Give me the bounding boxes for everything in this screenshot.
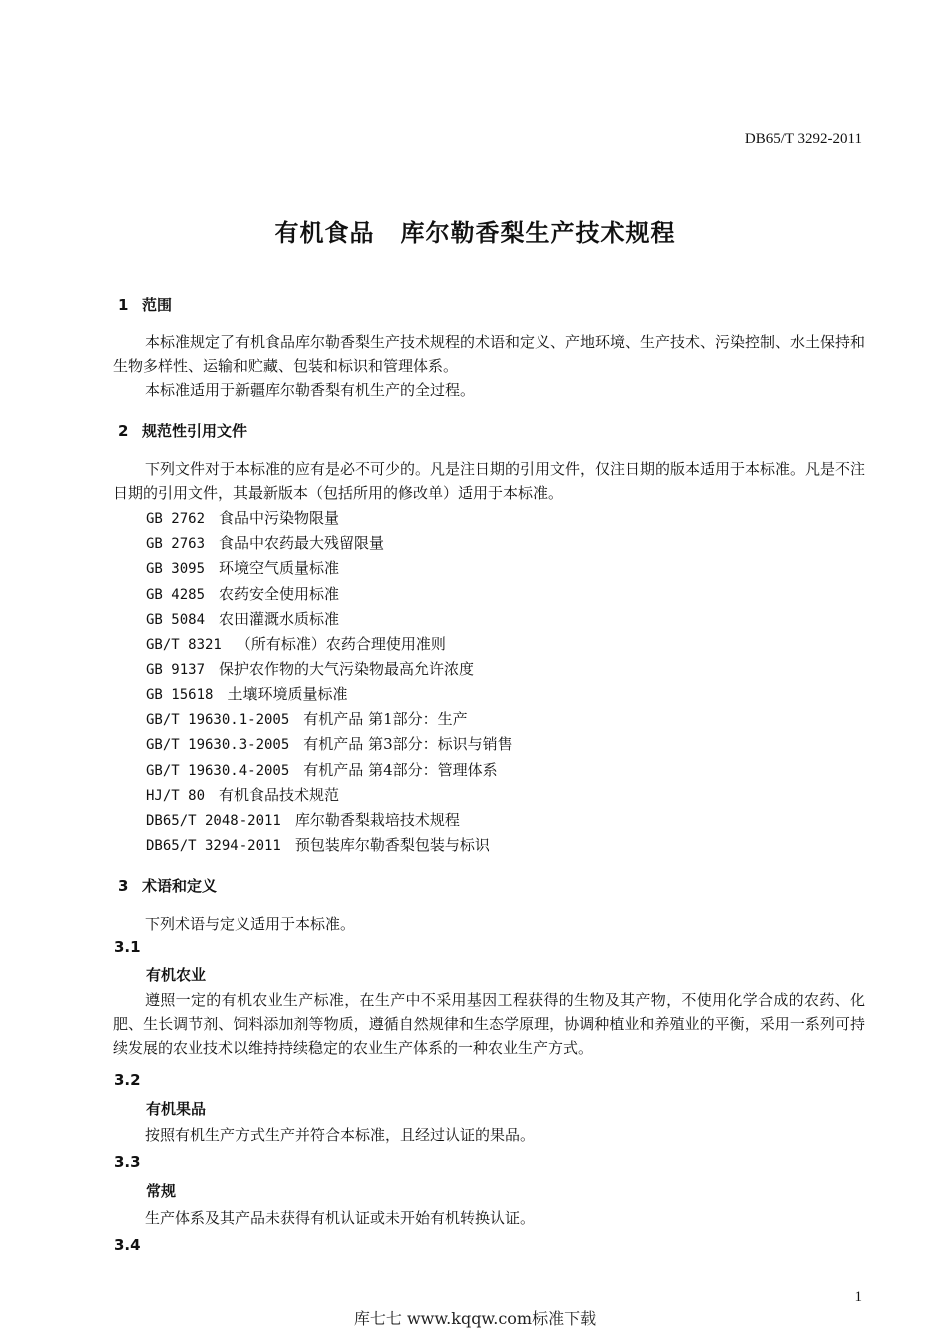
reference-code: GB 2762 — [146, 511, 206, 527]
reference-name: 有机食品技术规范 — [219, 786, 340, 804]
reference-code: GB 15618 — [146, 687, 214, 703]
reference-item — [146, 658, 474, 679]
reference-code: GB 4285 — [146, 587, 206, 603]
reference-code: GB/T 8321 — [146, 637, 222, 653]
term-number: 3.1 — [114, 938, 141, 956]
reference-name: 预包装库尔勒香梨包装与标识 — [294, 836, 490, 854]
section-number: 1 — [118, 296, 129, 314]
reference-name: 农田灌溉水质标准 — [219, 610, 340, 628]
term-number: 3.3 — [114, 1153, 141, 1171]
term-number: 3.2 — [114, 1071, 141, 1089]
reference-code: GB 5084 — [146, 612, 206, 628]
reference-code: GB 2763 — [146, 536, 206, 552]
term-name: 有机农业 — [146, 966, 207, 984]
section-number: 2 — [118, 422, 129, 440]
section-heading-terms — [118, 875, 217, 896]
reference-name: （所有标准）农药合理使用准则 — [235, 635, 446, 653]
term-definition: 遵照一定的有机农业生产标准，在生产中不采用基因工程获得的生物及其产物，不使用化学合成的农药、化肥、生长调节剂、饲料添加剂等物质，遵循自然规律和生态学原理，协调种植业和养殖业的平衡，采用一系列可持续发展的农业技术以维持持续稳定的农业生产体系的一种农业生产方式。 — [113, 991, 865, 1057]
reference-item — [146, 507, 339, 528]
section-heading-normative-references — [118, 420, 247, 441]
reference-name: 食品中污染物限量 — [219, 509, 340, 527]
reference-code: GB/T 19630.3-2005 — [146, 737, 290, 753]
reference-item — [146, 733, 513, 754]
document-title — [0, 213, 950, 248]
section-title: 规范性引用文件 — [142, 422, 248, 440]
term-name: 常规 — [146, 1182, 177, 1200]
reference-code: HJ/T 80 — [146, 788, 206, 804]
reference-item — [146, 708, 468, 729]
term-definition: 按照有机生产方式生产并符合本标准，且经过认证的果品。 — [145, 1126, 536, 1144]
reference-item — [146, 683, 347, 704]
reference-name: 有机产品 第4部分：管理体系 — [303, 761, 498, 779]
terms-intro: 下列术语与定义适用于本标准。 — [145, 915, 356, 933]
reference-code: DB65/T 3294-2011 — [146, 838, 281, 854]
reference-name: 有机产品 第1部分：生产 — [303, 710, 468, 728]
reference-name: 环境空气质量标准 — [219, 559, 340, 577]
reference-item — [146, 532, 384, 553]
reference-name: 保护农作物的大气污染物最高允许浓度 — [219, 660, 475, 678]
section-title: 术语和定义 — [142, 877, 218, 895]
reference-item — [146, 784, 339, 805]
page-number: 1 — [854, 1289, 862, 1305]
reference-item — [146, 608, 339, 629]
scope-paragraph-2: 本标准适用于新疆库尔勒香梨有机生产的全过程。 — [145, 381, 476, 399]
standard-code: DB65/T 3292-2011 — [744, 131, 862, 147]
reference-name: 土壤环境质量标准 — [227, 685, 348, 703]
reference-item — [146, 759, 498, 780]
title-part2: 库尔勒香梨生产技术规程 — [400, 219, 676, 247]
term-number: 3.4 — [114, 1236, 141, 1254]
title-part1: 有机食品 — [274, 219, 375, 247]
reference-code: GB/T 19630.4-2005 — [146, 763, 290, 779]
reference-item — [146, 557, 339, 578]
reference-code: DB65/T 2048-2011 — [146, 813, 281, 829]
section-heading-scope — [118, 294, 172, 315]
reference-item — [146, 809, 460, 830]
reference-item — [146, 633, 446, 654]
footer-watermark: 库七七 www.kqqw.com标准下载 — [353, 1309, 597, 1328]
reference-name: 食品中农药最大残留限量 — [219, 534, 385, 552]
reference-code: GB 3095 — [146, 561, 206, 577]
section-title: 范围 — [142, 296, 173, 314]
section-number: 3 — [118, 877, 129, 895]
term-name: 有机果品 — [146, 1100, 207, 1118]
reference-code: GB/T 19630.1-2005 — [146, 712, 290, 728]
reference-code: GB 9137 — [146, 662, 206, 678]
scope-paragraph-1: 本标准规定了有机食品库尔勒香梨生产技术规程的术语和定义、产地环境、生产技术、污染控制、水土保持和生物多样性、运输和贮藏、包装和标识和管理体系。 — [113, 333, 866, 375]
reference-name: 农药安全使用标准 — [219, 585, 340, 603]
references-intro: 下列文件对于本标准的应有是必不可少的。凡是注日期的引用文件，仅注日期的版本适用于本标准。凡是不注日期的引用文件，其最新版本（包括所用的修改单）适用于本标准。 — [113, 460, 866, 502]
reference-item — [146, 583, 339, 604]
reference-name: 库尔勒香梨栽培技术规程 — [294, 811, 460, 829]
reference-name: 有机产品 第3部分：标识与销售 — [303, 735, 513, 753]
term-definition: 生产体系及其产品未获得有机认证或未开始有机转换认证。 — [145, 1209, 536, 1227]
reference-item — [146, 834, 490, 855]
